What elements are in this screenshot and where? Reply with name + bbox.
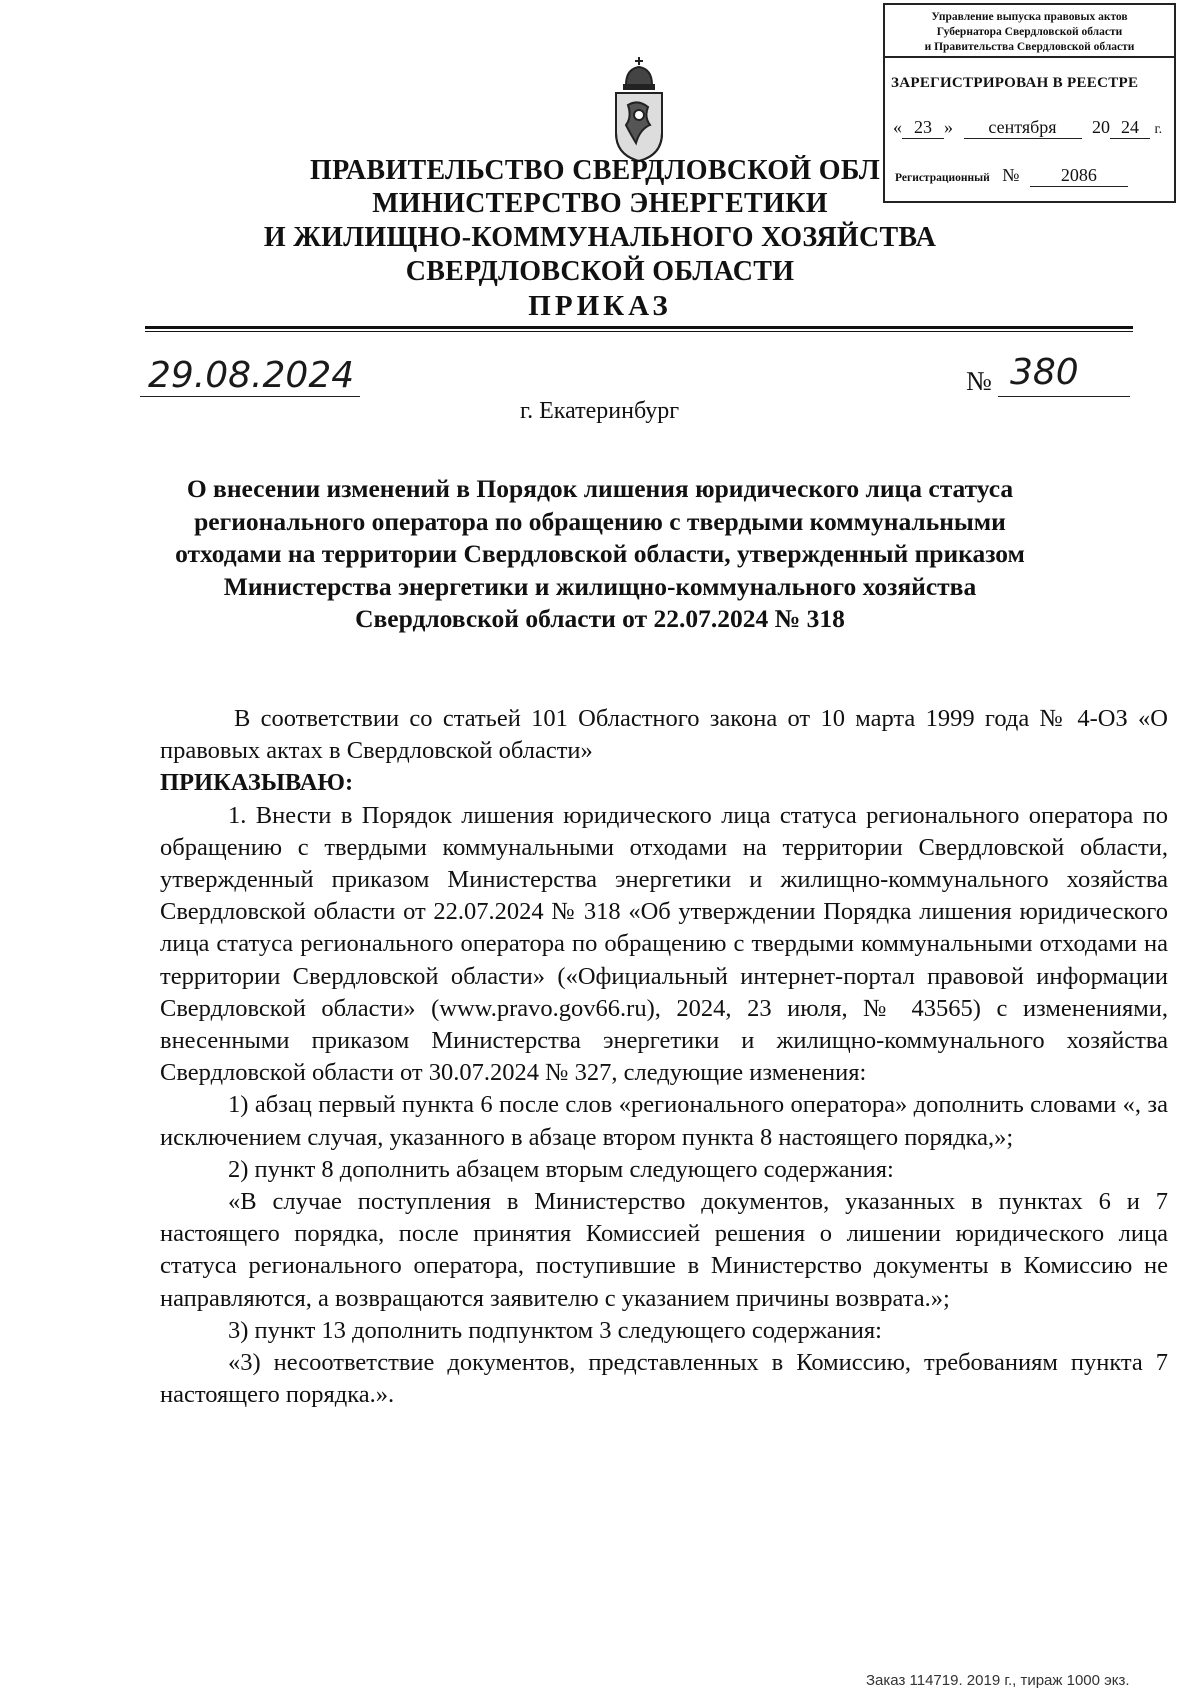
stamp-authority: Управление выпуска правовых актов Губернатора Свердловской области и Правительства Свердловской области: [885, 5, 1174, 58]
order-number: 380: [1010, 352, 1079, 393]
item-1: 1) абзац первый пункта 6 после слов «регионального оператора» дополнить словами «, за исключением случая, указанного в абзаце втором пункта 8 настоящего порядка,»;: [160, 1091, 1168, 1151]
stamp-reg-number: 2086: [1030, 165, 1128, 187]
stamp-year-suffix: 24: [1110, 117, 1150, 139]
item-3-quote: «3) несоответствие документов, представленных в Комиссию, требованиям пункта 7 настоящего порядка.».: [160, 1349, 1168, 1409]
header-region: СВЕРДЛОВСКОЙ ОБЛАСТИ: [405, 256, 795, 287]
document-type: ПРИКАЗ: [528, 290, 672, 322]
header-ministry-line1: МИНИСТЕРСТВО ЭНЕРГЕТИКИ: [372, 188, 828, 219]
order-city: г. Екатеринбург: [520, 398, 680, 424]
item-2-quote: «В случае поступления в Министерство документов, указанных в пунктах 6 и 7 настоящего порядка, после принятия Комиссией решения о лишении юридического лица статуса регионального оператора, поступившие в Министерство документы в Комиссию не направляются, а возвращаются заявителю с указанием причины возврата.»;: [160, 1188, 1168, 1312]
header-government: ПРАВИТЕЛЬСТВО СВЕРДЛОВСКОЙ ОБЛ: [310, 155, 880, 186]
item-3: 3) пункт 13 дополнить подпунктом 3 следующего содержания:: [228, 1316, 882, 1344]
header-ministry-line2: И ЖИЛИЩНО-КОММУНАЛЬНОГО ХОЗЯЙСТВА: [263, 222, 937, 253]
order-number-sign: №: [966, 366, 992, 396]
stamp-date: « 23 » сентября 20 24 г.: [893, 117, 1163, 137]
stamp-day: 23: [902, 117, 944, 139]
preamble: В соответствии со статьей 101 Областного закона от 10 марта 1999 года № 4-ОЗ «О правовых актах в Свердловской области»: [160, 705, 1168, 765]
order-date: 29.08.2024: [148, 355, 355, 396]
coat-of-arms-icon: [608, 55, 670, 165]
stamp-year-prefix: 20: [1092, 117, 1110, 137]
header-rule-thin: [145, 331, 1133, 332]
print-footer: Заказ 114719. 2019 г., тираж 1000 экз.: [866, 1672, 1130, 1689]
document-title: О внесении изменений в Порядок лишения юридического лица статуса регионального оператора по обращению с твердыми коммунальными отходами на территории Свердловской области, утвержденный приказом Министерства энергетики и жилищно-коммунального хозяйства Свердловской области от 22.07.2024 № 318: [175, 474, 1025, 633]
stamp-reg-number-row: Регистрационный № 2086: [895, 165, 1128, 187]
header-rule: [145, 326, 1133, 329]
registration-stamp: [883, 3, 1176, 203]
stamp-registered-label: ЗАРЕГИСТРИРОВАН В РЕЕСТРЕ: [891, 75, 1139, 91]
paragraph-1: 1. Внести в Порядок лишения юридического лица статуса регионального оператора по обращению с твердыми коммунальными отходами на территории Свердловской области, утвержденный приказом Министерства энергетики и жилищно-коммунального хозяйства Свердловской области от 22.07.2024 № 318 «Об утверждении Порядка лишения юридического лица статуса регионального оператора по обращению с твердыми коммунальными отходами на территории Свердловской области» («Официальный интернет-портал правовой информации Свердловской области» (www.pravo.gov66.ru), 2024, 23 июля, № 43565) с изменениями, внесенными приказом Министерства энергетики и жилищно-коммунального хозяйства Свердловской области от 30.07.2024 № 327, следующие изменения:: [160, 801, 1168, 1087]
order-word: ПРИКАЗЫВАЮ:: [160, 769, 354, 797]
date-underline: [140, 396, 360, 397]
number-underline: [998, 396, 1130, 397]
stamp-month: сентября: [964, 117, 1082, 139]
document-body: [160, 703, 1168, 1411]
item-2: 2) пункт 8 дополнить абзацем вторым следующего содержания:: [228, 1155, 894, 1183]
